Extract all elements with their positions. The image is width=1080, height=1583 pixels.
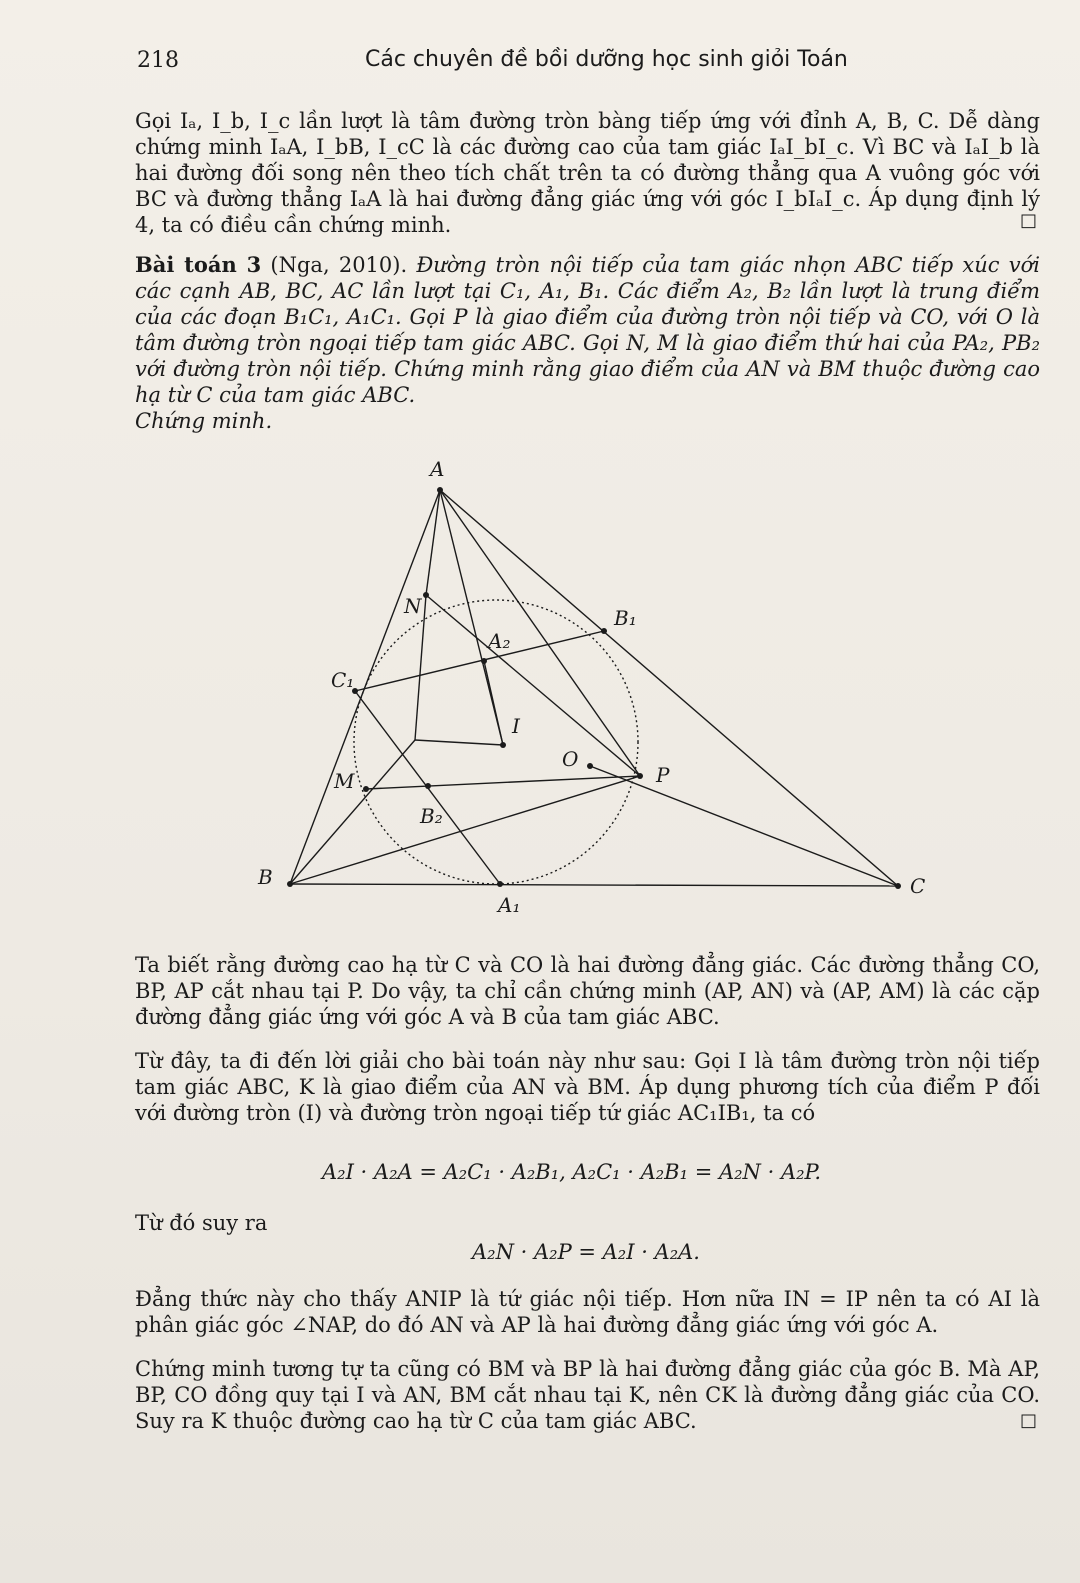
problem-label: Bài toán 3 — [135, 252, 262, 277]
qed-symbol-1: □ — [1020, 210, 1038, 231]
label-B: B — [258, 865, 273, 889]
paragraph-1: Ta biết rằng đường cao hạ từ C và CO là hai đường đẳng giác. Các đường thẳng CO, BP, AP cắt nhau tại P. Do vậy, ta chỉ cần chứng minh (AP, AN) và (AP, AM) là các cặp đường đẳng giác ứng với góc A và B của tam giác ABC. — [135, 953, 1040, 1029]
label-I: I — [512, 714, 520, 738]
line-MI — [415, 740, 503, 745]
line-BM — [290, 740, 415, 884]
label-N: N — [404, 594, 422, 618]
intro-paragraph: Gọi Iₐ, I_b, I_c lần lượt là tâm đường tròn bàng tiếp ứng với đỉnh A, B, C. Dễ dàng chứng minh IₐA, I_bB, I_cC là các đường cao của tam giác IₐI_bI_c. Vì BC và IₐI_b là hai đường đối song nên theo tích chất trên ta có đường thẳng qua A vuông góc với BC và đường thẳng IₐA là hai đường đẳng giác ứng với góc I_bIₐI_c. Áp dụng định lý 4, ta có điều cần chứng minh. — [135, 109, 1040, 237]
line-A2I — [484, 661, 503, 745]
label-O: O — [562, 747, 579, 771]
equation-1: A₂I · A₂A = A₂C₁ · A₂B₁, A₂C₁ · A₂B₁ = A₂N · A₂P. — [322, 1160, 822, 1184]
qed-symbol-2: □ — [1020, 1410, 1038, 1431]
page-number: 218 — [137, 48, 179, 73]
label-P: P — [656, 763, 670, 787]
paragraph-4: Chứng minh tương tự ta cũng có BM và BP là hai đường đẳng giác của góc B. Mà AP, BP, CO đồng quy tại I và AN, BM cắt nhau tại K, nên CK là đường đẳng giác của CO. Suy ra K thuộc đường cao hạ từ C của tam giác ABC. — [135, 1357, 1040, 1433]
side-AC — [440, 490, 898, 886]
suy-ra-label: Từ đó suy ra — [135, 1211, 268, 1235]
label-C1: C₁ — [331, 668, 355, 692]
label-A: A — [430, 457, 445, 481]
line-AN-top — [426, 490, 440, 595]
line-CO — [590, 766, 898, 886]
problem-statement: Đường tròn nội tiếp của tam giác nhọn ABC tiếp xúc với các cạnh AB, BC, AC lần lượt tại C₁, A₁, B₁. Các điểm A₂, B₂ lần lượt là trung điểm của các đoạn B₁C₁, A₁C₁. Gọi P là giao điểm của đường tròn nội tiếp và CO, với O là tâm đường tròn ngoại tiếp tam giác ABC. Gọi N, M là giao điểm thứ hai của PA₂, PB₂ với đường tròn nội tiếp. Chứng minh rằng giao điểm của AN và BM thuộc đường cao hạ từ C của tam giác ABC. — [135, 253, 1040, 407]
label-C: C — [910, 874, 926, 898]
label-A2: A₂ — [488, 629, 511, 653]
line-MP — [366, 776, 640, 789]
line-AI — [440, 490, 503, 745]
running-header: Các chuyên đề bồi dưỡng học sinh giỏi Toán — [365, 47, 848, 72]
proof-label: Chứng minh. — [135, 409, 273, 433]
side-BC — [290, 884, 898, 886]
label-B2: B₂ — [420, 804, 443, 828]
paragraph-2: Từ đây, ta đi đến lời giải cho bài toán này như sau: Gọi I là tâm đường tròn nội tiếp tam giác ABC, K là giao điểm của AN và BM. Áp dụng phương tích của điểm P đối với đường tròn (I) và đường tròn ngoại tiếp tứ giác AC₁IB₁, ta có — [135, 1049, 1040, 1125]
label-A1: A₁ — [498, 893, 521, 917]
equation-2: A₂N · A₂P = A₂I · A₂A. — [472, 1240, 700, 1264]
label-B1: B₁ — [614, 606, 637, 630]
problem-source: (Nga, 2010). — [270, 253, 408, 277]
side-AB — [290, 490, 440, 884]
paragraph-3: Đẳng thức này cho thấy ANIP là tứ giác nội tiếp. Hơn nữa IN = IP nên ta có AI là phân giác góc ∠NAP, do đó AN và AP là hai đường đẳng giác ứng với góc A. — [135, 1287, 1040, 1337]
label-M: M — [334, 769, 355, 793]
